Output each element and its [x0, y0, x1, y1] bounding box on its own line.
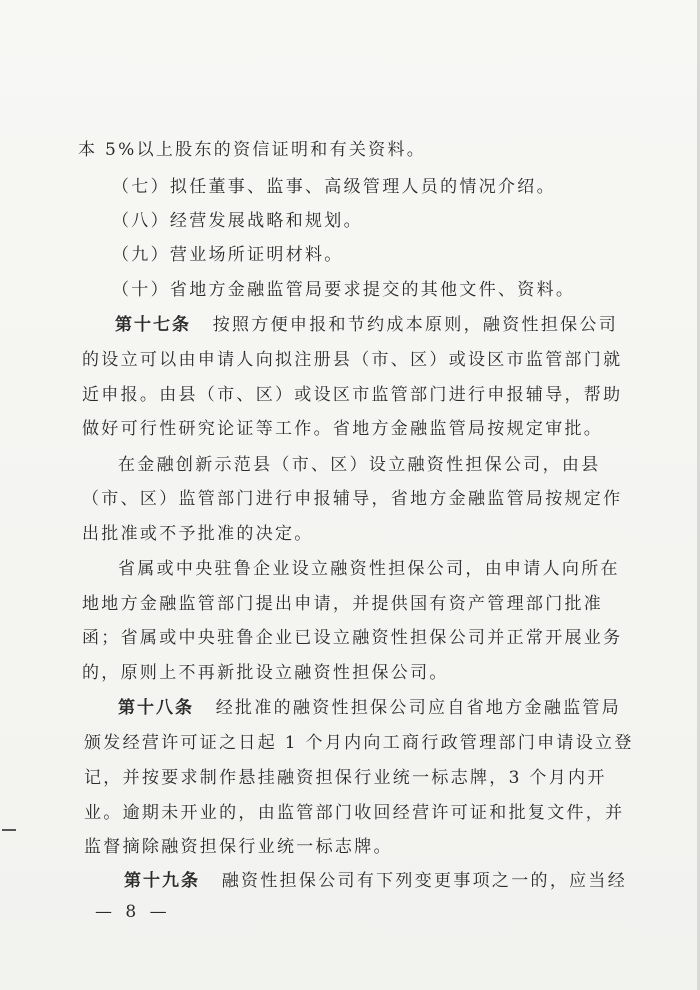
text-line: 省属或中央驻鲁企业设立融资性担保公司，由申请人向所在: [118, 559, 620, 579]
list-item-7: （七）拟任董事、监事、高级管理人员的情况介绍。: [112, 177, 556, 197]
text-line: 近申报。由县（市、区）或设区市监管部门进行申报辅导，帮助: [82, 385, 623, 405]
text-line: 的，原则上不再新批设立融资性担保公司。: [82, 663, 449, 683]
text-line: 出批准或不予批准的决定。: [82, 524, 314, 544]
article-17-text: 按照方便申报和节约成本原则，融资性担保公司: [212, 315, 619, 335]
article-17-heading: 第十七条: [115, 315, 191, 335]
text-line: 做好可行性研究论证等工作。省地方金融监管局按规定审批。: [82, 419, 604, 439]
text-line: 地地方金融监管部门提出申请，并提供国有资产管理部门批准: [82, 594, 604, 614]
text-line: 的设立可以由申请人向拟注册县（市、区）或设区市监管部门就: [82, 350, 623, 370]
article-18-heading: 第十八条: [118, 698, 194, 718]
article-18-text: 经批准的融资性担保公司应自省地方金融监管局: [215, 698, 622, 718]
text-line: 在金融创新示范县（市、区）设立融资性担保公司，由县: [118, 455, 601, 475]
margin-mark: [2, 829, 16, 831]
text-line: 颁发经营许可证之日起 1 个月内向工商行政管理部门申请设立登: [84, 733, 634, 753]
article-17-line: [115, 314, 618, 336]
list-item-9: （九）营业场所证明材料。: [112, 245, 344, 265]
list-item-10: （十）省地方金融监管局要求提交的其他文件、资料。: [112, 280, 576, 300]
text-line: 监督摘除融资担保行业统一标志牌。: [84, 837, 393, 857]
article-19-text: 融资性担保公司有下列变更事项之一的，应当经: [221, 871, 628, 891]
article-18-line: [118, 697, 621, 719]
text-line: 函；省属或中央驻鲁企业已设立融资性担保公司并正常开展业务: [82, 628, 623, 648]
list-item-8: （八）经营发展战略和规划。: [112, 211, 363, 231]
article-19-line: [124, 870, 627, 892]
article-19-heading: 第十九条: [124, 871, 200, 891]
page-number: — 8 —: [95, 902, 171, 922]
text-line: 本 5%以上股东的资信证明和有关资料。: [78, 140, 427, 160]
text-line: 业。逾期未开业的，由监管部门收回经营许可证和批复文件，并: [84, 803, 625, 823]
text-line: （市、区）监管部门进行申报辅导，省地方金融监管局按规定作: [82, 489, 623, 509]
text-line: 记，并按要求制作悬挂融资担保行业统一标志牌，3 个月内开: [84, 768, 607, 788]
